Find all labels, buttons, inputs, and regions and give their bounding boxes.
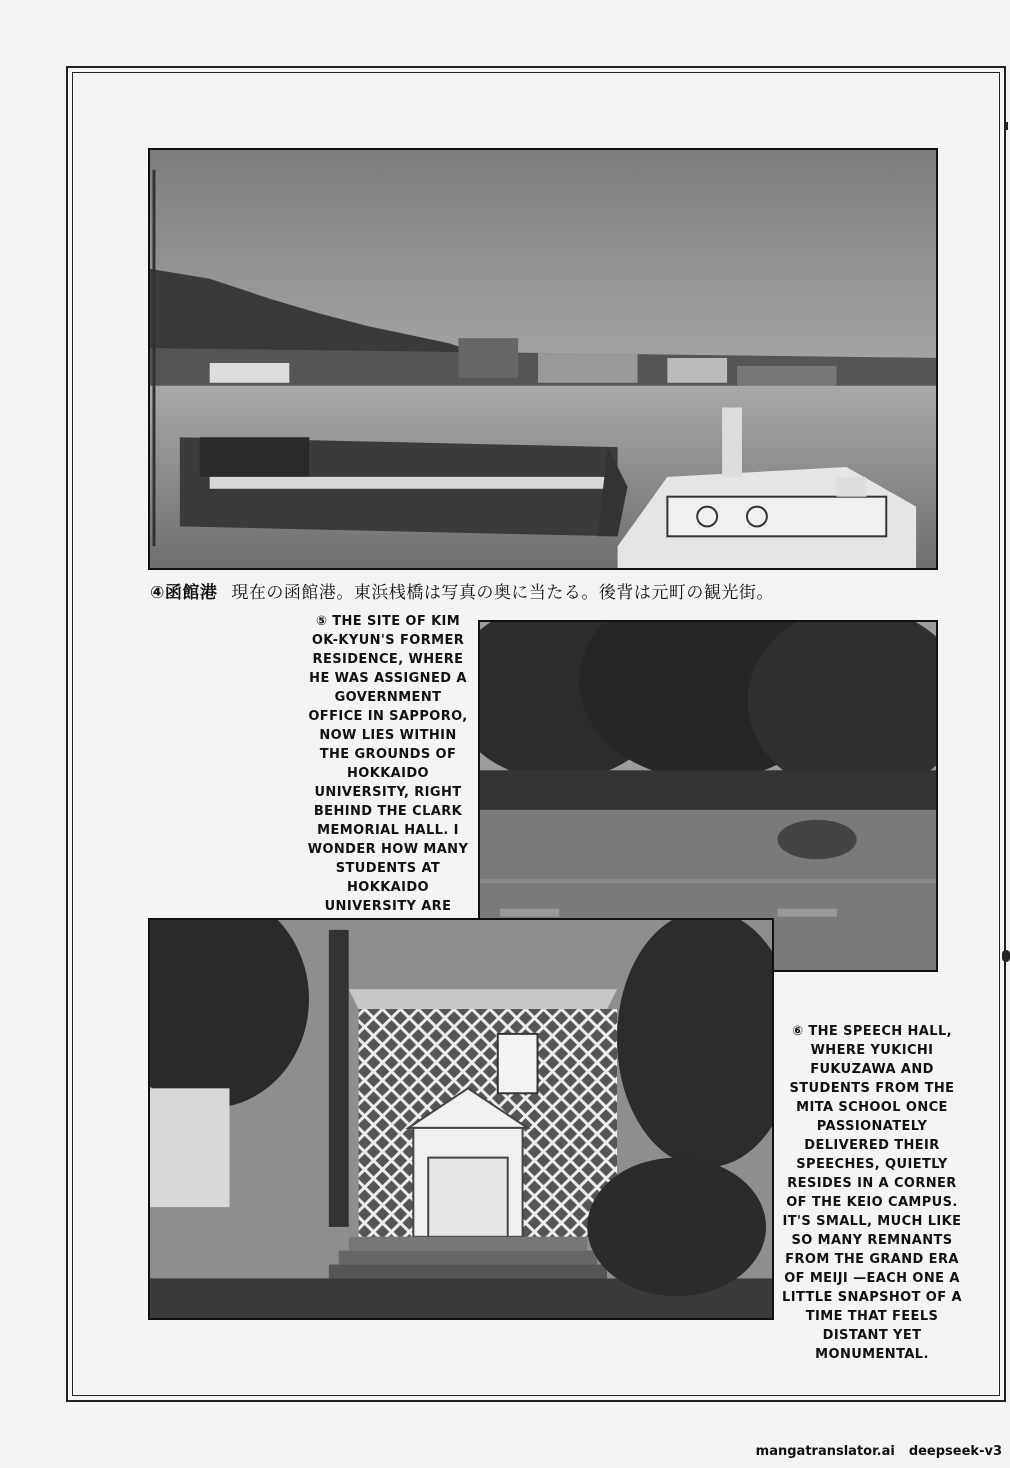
edge-mark bbox=[1002, 950, 1010, 962]
speech-hall-photo bbox=[148, 918, 774, 1320]
harbor-photo bbox=[148, 148, 938, 570]
watermark-footer bbox=[756, 1444, 1002, 1459]
harbor-caption bbox=[150, 578, 930, 603]
garden-note: ⑤ THE SITE OF KIM OK-KYUN'S FORMER RESIDENCE, WHERE HE WAS ASSIGNED A GOVERNMENT OFFICE IN SAPPORO, NOW LIES WITHIN THE GROUNDS OF HOKKAIDO UNIVERSITY, RIGHT BEHIND THE CLARK MEMORIAL HALL. I WONDER HOW MANY STUDENTS AT HOKKAIDO UNIVERSITY ARE bbox=[307, 614, 469, 914]
footer-model: deepseek-v3 bbox=[908, 1444, 1002, 1459]
footer-site: mangatranslator.ai bbox=[755, 1444, 895, 1459]
caption-number: ④ bbox=[150, 583, 165, 603]
caption-text: 現在の函館港。東浜桟橋は写真の奥に当たる。後背は元町の観光街。 bbox=[231, 583, 774, 603]
speech-hall-note: ⑥ THE SPEECH HALL, WHERE YUKICHI FUKUZAWA AND STUDENTS FROM THE MITA SCHOOL ONCE PASSIONATELY DELIVERED THEIR SPEECHES, QUIETLY RESIDES IN A CORNER OF THE KEIO CAMPUS. IT'S SMALL, MUCH LIKE SO MANY REMNANTS FROM THE GRAND ERA OF MEIJI —EACH ONE A LITTLE SNAPSHOT OF A TIME THAT FEELS DISTANT YET MONUMENTAL. bbox=[782, 1024, 962, 1362]
caption-label: 函館港 bbox=[164, 583, 218, 603]
edge-mark bbox=[1004, 122, 1008, 130]
